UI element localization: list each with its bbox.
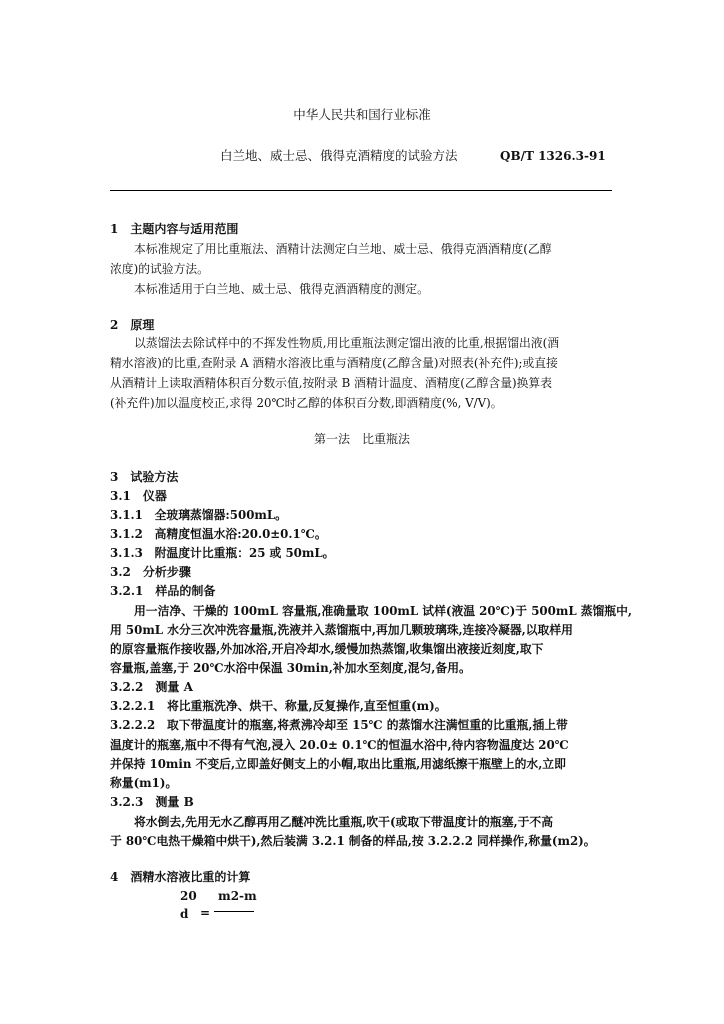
standard-title: 中华人民共和国行业标准 — [293, 107, 431, 122]
subsection-3-1-heading: 3.1 仪器 — [110, 489, 167, 503]
section-1-line: 本标准适用于白兰地、威士忌、俄得克酒酒精度的测定。 — [134, 282, 429, 296]
section-1-line: 本标准规定了用比重瓶法、酒精计法测定白兰地、威士忌、俄得克酒酒精度(乙醇 — [134, 242, 552, 256]
measure-a-line: 称量(m1)。 — [110, 776, 178, 790]
header-divider — [110, 190, 612, 191]
formula-lhs: d — [180, 907, 189, 921]
section-1-line: 浓度)的试验方法。 — [110, 262, 209, 276]
section-2-line: 从酒精计上读取酒精体积百分数示值,按附录 B 酒精计温度、酒精度(乙醇含量)换算表 — [110, 376, 553, 390]
section-2-line: 以蒸馏法去除试样中的不挥发性物质,用比重瓶法测定馏出液的比重,根据馏出液(酒 — [134, 336, 559, 350]
section-4-heading: 4 酒精水溶液比重的计算 — [110, 870, 251, 884]
standard-code: QB/T 1326.3-91 — [500, 149, 606, 163]
document-subtitle: 白兰地、威士忌、俄得克酒精度的试验方法 — [220, 148, 458, 163]
subsection-3-2-1-heading: 3.2.1 样品的制备 — [110, 584, 216, 598]
subsection-3-2-heading: 3.2 分析步骤 — [110, 565, 191, 579]
item-3-1-3: 3.1.3 附温度计比重瓶：25 或 50mL。 — [110, 546, 335, 560]
item-3-1-2: 3.1.2 高精度恒温水浴:20.0±0.1℃。 — [110, 527, 327, 541]
formula-numerator: m2-m — [218, 889, 257, 903]
sample-prep-line: 容量瓶,盖塞,于 20℃水浴中保温 30min,补加水至刻度,混匀,备用。 — [110, 661, 471, 675]
sample-prep-line: 的原容量瓶作接收器,外加冰浴,开启冷却水,缓慢加热蒸馏,收集馏出液接近刻度,取下 — [110, 642, 544, 656]
item-3-2-2-1: 3.2.2.1 将比重瓶洗净、烘干、称量,反复操作,直至恒重(m)。 — [110, 699, 447, 713]
subsection-3-2-3-heading: 3.2.3 测量 B — [110, 795, 194, 809]
sample-prep-line: 用一洁净、干燥的 100mL 容量瓶,准确量取 100mL 试样(液温 20℃)于 500mL 蒸馏瓶中, — [134, 604, 633, 618]
section-3-heading: 3 试验方法 — [110, 470, 179, 484]
measure-b-line: 于 80℃电热干燥箱中烘干),然后装满 3.2.1 制备的样品,按 3.2.2.2 同样操作,称量(m2)。 — [110, 834, 596, 848]
formula-equals: = — [200, 906, 211, 920]
formula-fraction-bar — [214, 911, 254, 912]
measure-a-line: 温度计的瓶塞,瓶中不得有气泡,浸入 20.0± 0.1℃的恒温水浴中,待内容物温度达 20℃ — [110, 738, 569, 752]
measure-b-line: 将水倒去,先用无水乙醇再用乙醚冲洗比重瓶,吹干(或取下带温度计的瓶塞,于不高 — [134, 815, 553, 829]
subsection-3-2-2-heading: 3.2.2 测量 A — [110, 680, 193, 694]
item-3-1-1: 3.1.1 全玻璃蒸馏器:500mL。 — [110, 508, 287, 522]
method-1-title: 第一法 比重瓶法 — [313, 432, 410, 446]
sample-prep-line: 用 50mL 水分三次冲洗容量瓶,洗液并入蒸馏瓶中,再加几颗玻璃珠,连接冷凝器,以取样用 — [110, 623, 573, 637]
section-2-heading: 2 原理 — [110, 318, 155, 332]
measure-a-line: 并保持 10min 不变后,立即盖好侧支上的小帽,取出比重瓶,用滤纸擦干瓶壁上的水,立即 — [110, 757, 566, 771]
section-1-heading: 1 主题内容与适用范围 — [110, 222, 239, 236]
formula-superscript: 20 — [180, 889, 197, 903]
measure-a-line: 3.2.2.2 取下带温度计的瓶塞,将煮沸冷却至 15℃ 的蒸馏水注满恒重的比重瓶,插上带 — [110, 718, 568, 732]
section-2-line: (补充件)加以温度校正,求得 20℃时乙醇的体积百分数,即酒精度(%, V/V)。 — [110, 396, 503, 410]
section-2-line: 精水溶液)的比重,查附录 A 酒精水溶液比重与酒精度(乙醇含量)对照表(补充件);或直接 — [110, 356, 558, 370]
